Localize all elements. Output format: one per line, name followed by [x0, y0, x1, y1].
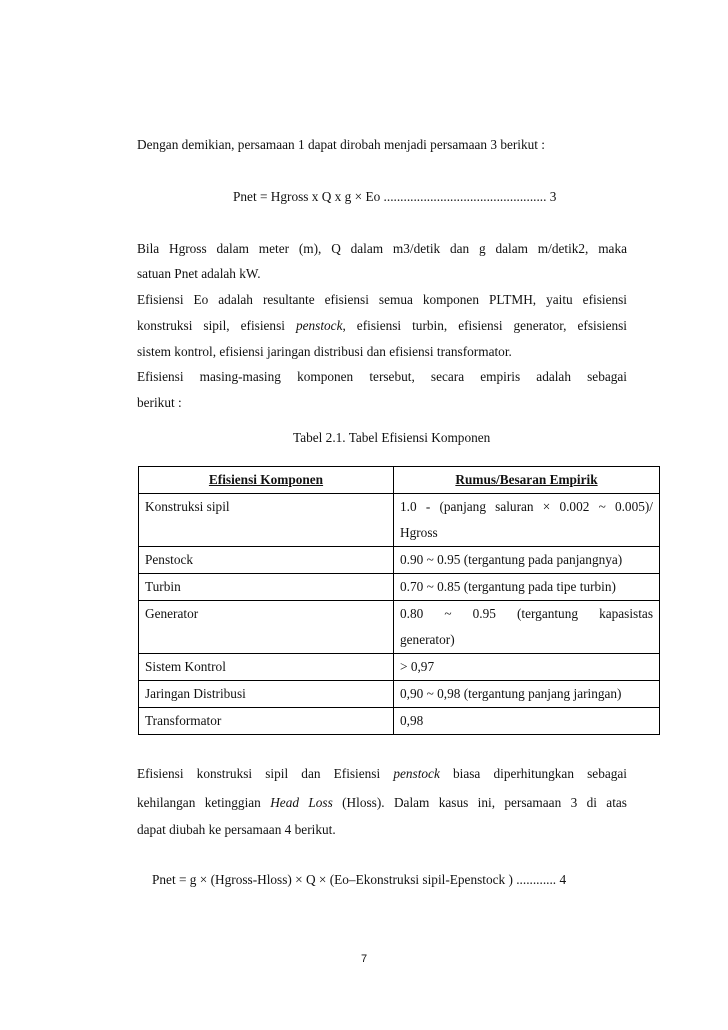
para1-line-6: Efisiensi masing-masing komponen tersebut, secara empiris adalah sebagai	[137, 369, 627, 384]
penstock-term: penstock	[393, 766, 440, 781]
para2-line-2c: (Hloss). Dalam kasus ini, persamaan 3 di atas	[332, 795, 627, 810]
table-row	[139, 494, 660, 547]
page-number: 7	[360, 953, 368, 965]
cell-formula: 0,98	[394, 708, 660, 735]
para1-line-3: Efisiensi Eo adalah resultante efisiensi semua komponen PLTMH, yaitu efisiensi	[137, 292, 627, 307]
cell-formula	[394, 601, 660, 654]
para2-line-1a: Efisiensi konstruksi sipil dan Efisiensi	[137, 766, 394, 781]
cell-component: Konstruksi sipil	[139, 494, 394, 547]
table-header-row	[139, 467, 660, 494]
para1-line-1: Bila Hgross dalam meter (m), Q dalam m3/detik dan g dalam m/detik2, maka	[137, 241, 627, 256]
head-loss-term: Head Loss	[270, 795, 333, 810]
cell-component: Generator	[139, 601, 394, 654]
para1-line-2: satuan Pnet adalah kW.	[137, 266, 261, 281]
table-row	[139, 601, 660, 654]
para2-line-3: dapat diubah ke persamaan 4 berikut.	[137, 822, 336, 837]
cell-component: Penstock	[139, 547, 394, 574]
table-row	[139, 574, 660, 601]
cell-formula-line-2: generator)	[400, 632, 455, 647]
para2-line-2a: kehilangan ketinggian	[137, 795, 271, 810]
table-row	[139, 547, 660, 574]
penstock-term: penstock	[295, 318, 343, 333]
cell-component: Turbin	[139, 574, 394, 601]
para1-line-4a: konstruksi sipil, efisiensi	[137, 318, 296, 333]
equation-4: Pnet = g × (Hgross-Hloss) × Q × (Eo–Ekonstruksi sipil-Epenstock ) ............ 4	[152, 872, 567, 887]
para1-line-5: sistem kontrol, efisiensi jaringan distribusi dan efisiensi transformator.	[137, 344, 512, 359]
header-component: Efisiensi Komponen	[139, 467, 394, 494]
para2-line-1	[137, 766, 627, 782]
cell-formula-line-1: 0.80 ~ 0.95 (tergantung kapasistas	[400, 606, 653, 621]
cell-component: Sistem Kontrol	[139, 654, 394, 681]
cell-formula: 0.70 ~ 0.85 (tergantung pada tipe turbin)	[394, 574, 660, 601]
para1-line-4c: , efisiensi turbin, efisiensi generator, efsisiensi	[342, 318, 627, 333]
para2-line-2	[137, 795, 627, 811]
para1-line-7: berikut :	[137, 395, 182, 410]
table-row	[139, 654, 660, 681]
intro-line: Dengan demikian, persamaan 1 dapat dirobah menjadi persamaan 3 berikut :	[137, 137, 545, 152]
cell-formula	[394, 494, 660, 547]
cell-formula: 0.90 ~ 0.95 (tergantung pada panjangnya)	[394, 547, 660, 574]
cell-component: Jaringan Distribusi	[139, 681, 394, 708]
header-formula: Rumus/Besaran Empirik	[394, 467, 660, 494]
table-row	[139, 708, 660, 735]
efficiency-table	[138, 466, 660, 735]
para1-line-4	[137, 318, 627, 334]
cell-component: Transformator	[139, 708, 394, 735]
para2-line-1c: biasa diperhitungkan sebagai	[439, 766, 627, 781]
table-caption: Tabel 2.1. Tabel Efisiensi Komponen	[293, 430, 491, 445]
table-row	[139, 681, 660, 708]
cell-formula-line-1: 1.0 - (panjang saluran × 0.002 ~ 0.005)/	[400, 499, 653, 514]
cell-formula: 0,90 ~ 0,98 (tergantung panjang jaringan)	[394, 681, 660, 708]
cell-formula: > 0,97	[394, 654, 660, 681]
cell-formula-line-2: Hgross	[400, 525, 438, 540]
equation-3: Pnet = Hgross x Q x g × Eo ................................................. 3	[233, 189, 557, 204]
